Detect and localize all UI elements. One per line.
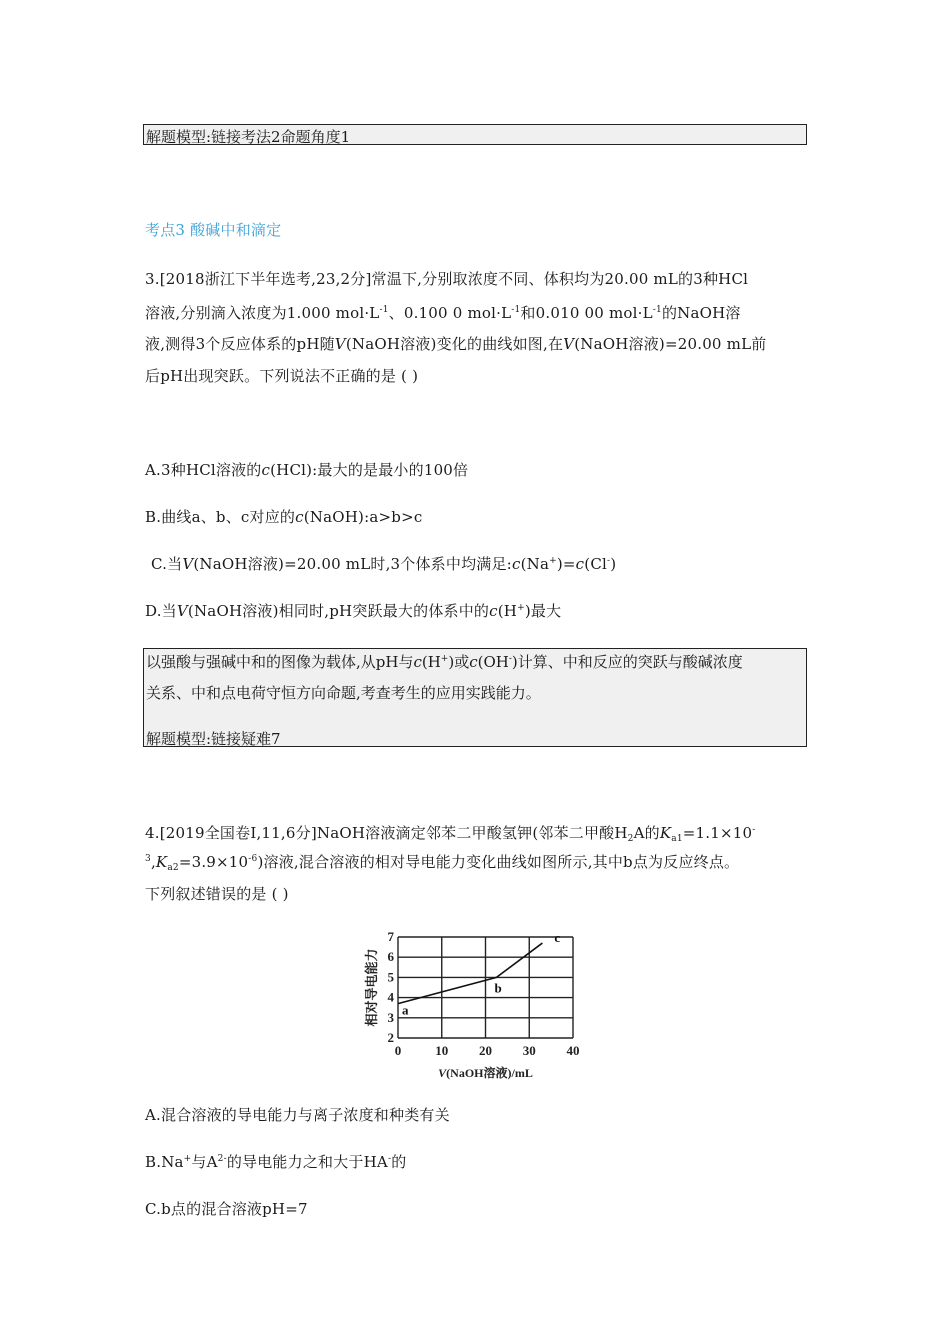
info-box-1: [143, 124, 807, 145]
q4-option-c: C.b点的混合溶液pH=7: [145, 1200, 308, 1218]
y-tick-label: 3: [387, 1009, 394, 1025]
q4-option-a: A.混合溶液的导电能力与离子浓度和种类有关: [145, 1106, 450, 1124]
q4-line-1: 4.[2019全国卷Ⅰ,11,6分]NaOH溶液滴定邻苯二甲酸氢钾(邻苯二甲酸$H_2A$的$K_{a1}=1.1\times 10^-$: [145, 824, 756, 844]
box2-line-2: 关系、中和点电荷守恒方向命题,考查考生的应用实践能力。: [146, 684, 541, 702]
x-axis-label: V(NaOH溶液)/mL: [438, 1066, 533, 1080]
q3-option-b: B.曲线a、b、c对应的c(NaOH):a>b>c: [145, 508, 423, 526]
q4-line-2: $^3,K_{a2}=3.9\times 10^{-6}$)溶液,混合溶液的相对导电能力变化曲线如图所示,其中b点为反应终点。: [145, 853, 740, 873]
y-tick-label: 4: [387, 989, 394, 1005]
y-axis-label: 相对导电能力: [364, 948, 379, 1027]
point-label-b: b: [494, 980, 502, 996]
x-tick-label: 10: [435, 1043, 449, 1058]
y-tick-label: 6: [387, 949, 394, 965]
conductivity-chart: [355, 925, 595, 1085]
q3-line-3: 液,测得3个反应体系的pH随V(NaOH溶液)变化的曲线如图,在V(NaOH溶液)=20.00 mL前: [145, 335, 767, 353]
section-title: 考点3 酸碱中和滴定: [145, 221, 282, 239]
x-tick-label: 40: [566, 1043, 580, 1058]
q3-line-2: 溶液,分别滴入浓度为1.000 $mol\cdot L^{-1}$、0.100 0 $mol\cdot L^{-1}$和0.010 00 $mol\cdot L^{-1}$的NaOH溶: [145, 304, 741, 322]
q3-option-c: C.当V(NaOH溶液)=20.00 mL时,3个体系中均满足:c(Na+)=c(Cl-): [151, 555, 617, 573]
info-box-2: [143, 648, 807, 747]
y-tick-label: 7: [387, 929, 394, 944]
q4-option-b: B.Na+与$A^{2-}$的导电能力之和大于HA-的: [145, 1153, 407, 1171]
x-tick-label: 30: [522, 1043, 536, 1058]
conductivity-curve: [398, 943, 542, 1004]
q4-line-3: 下列叙述错误的是 ( ): [145, 885, 289, 903]
box2-line-3: 解题模型:链接疑难7: [146, 730, 281, 748]
q3-option-a: A.3种HCl溶液的c(HCl):最大的是最小的100倍: [145, 461, 469, 479]
point-label-c: c: [554, 930, 561, 946]
box2-line-1: 以强酸与强碱中和的图像为载体,从pH与c(H+)或c(OH-)计算、中和反应的突跃与酸碱浓度: [146, 653, 743, 671]
q3-option-d: D.当V(NaOH溶液)相同时,pH突跃最大的体系中的c(H+)最大: [145, 602, 562, 620]
x-tick-label: 20: [479, 1043, 492, 1058]
y-tick-label: 5: [387, 969, 394, 985]
x-tick-label: 0: [394, 1043, 402, 1058]
box1-text: 解题模型:链接考法2命题角度1: [146, 128, 351, 146]
q3-line-4: 后pH出现突跃。下列说法不正确的是 ( ): [145, 367, 419, 385]
q3-line-1: 3.[2018浙江下半年选考,23,2分]常温下,分别取浓度不同、体积均为20.00 mL的3种HCl: [145, 270, 749, 288]
point-label-a: a: [402, 1002, 409, 1018]
y-tick-label: 2: [387, 1030, 394, 1045]
